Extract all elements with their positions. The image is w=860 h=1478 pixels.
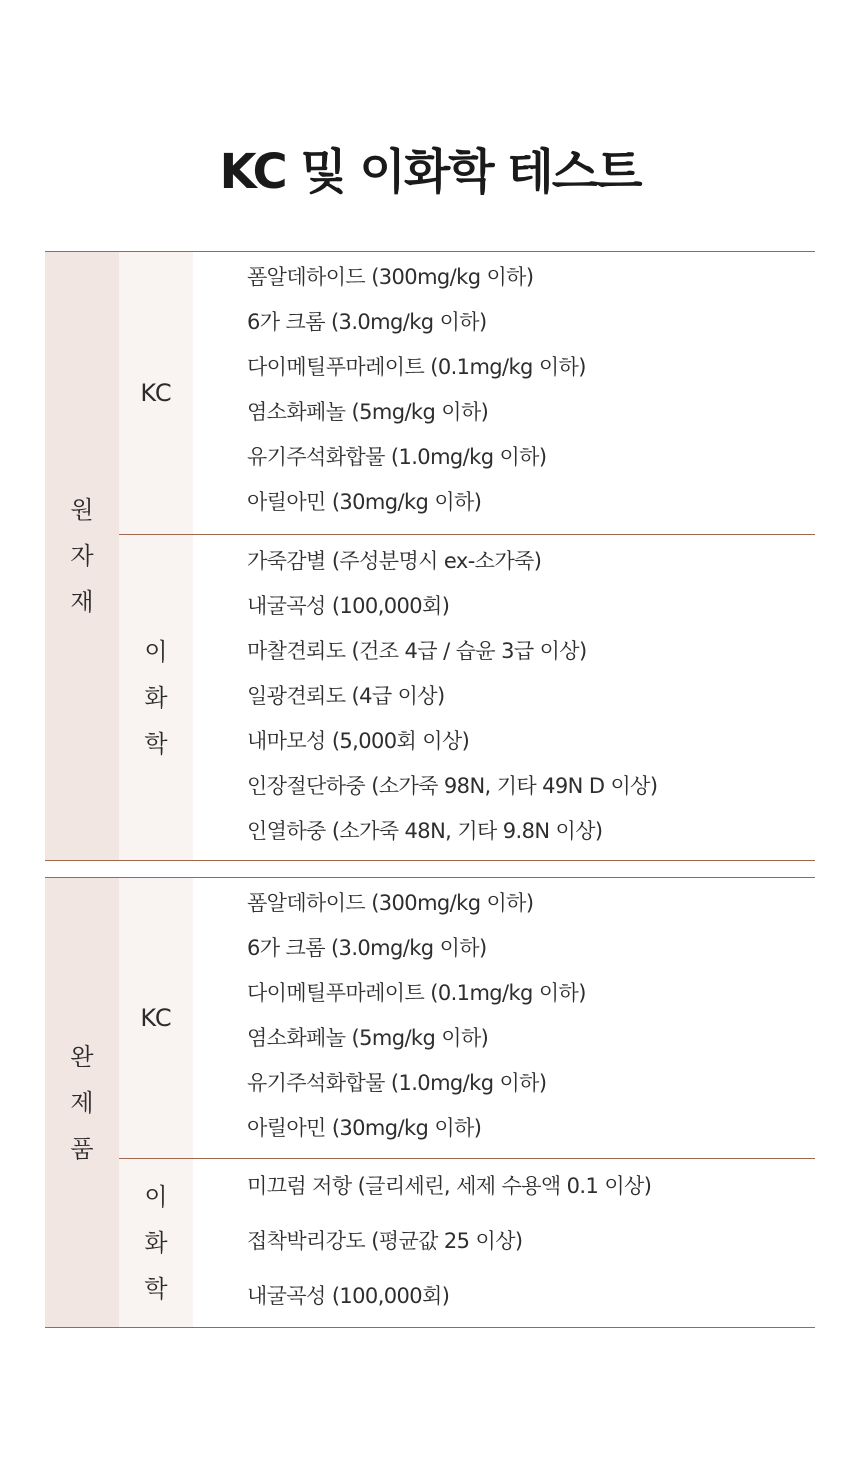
finished-product-block [45,877,815,1328]
test-item: 일광견뢰도 (4급 이상) [247,684,445,708]
test-item: 접착박리강도 (평균값 25 이상) [247,1229,523,1253]
subcategory-cell [119,535,193,860]
test-item: 아릴아민 (30mg/kg 이하) [247,1116,482,1140]
test-item: 인장절단하중 (소가죽 98N, 기타 49N D 이상) [247,774,658,798]
test-item: 폼알데하이드 (300mg/kg 이하) [247,891,534,915]
test-item: 6가 크롬 (3.0mg/kg 이하) [247,310,487,334]
physchem-section [119,1158,815,1327]
category-char: 제 [70,1088,94,1117]
category-label [70,1034,93,1172]
test-item: 다이메틸푸마레이트 (0.1mg/kg 이하) [247,981,586,1005]
test-item: 내굴곡성 (100,000회) [247,594,450,618]
test-item: 폼알데하이드 (300mg/kg 이하) [247,265,534,289]
test-item: 염소화페놀 (5mg/kg 이하) [247,1026,489,1050]
kc-section [119,252,815,534]
page-title: KC 및 이화학 테스트 [219,144,641,200]
subcategory-char: 이 [144,1183,168,1211]
test-list [193,1159,815,1327]
category-char: 품 [70,1134,94,1163]
subcategory-char: 이 [144,637,168,666]
category-label [70,487,93,625]
subcategory-char: 화 [144,683,168,712]
raw-material-block [45,251,815,861]
kc-section [119,878,815,1158]
subcategory-label [144,629,167,767]
test-item: 마찰견뢰도 (건조 4급 / 습윤 3급 이상) [247,639,587,663]
test-item: 유기주석화합물 (1.0mg/kg 이하) [247,1071,547,1095]
test-item: 유기주석화합물 (1.0mg/kg 이하) [247,445,547,469]
subcategory-label: KC [140,1004,172,1032]
subcategory-char: 학 [144,729,168,758]
category-cell [45,252,119,860]
subcategory-cell [119,252,193,534]
test-item: 인열하중 (소가죽 48N, 기타 9.8N 이상) [247,819,603,843]
test-item: 내굴곡성 (100,000회) [247,1284,450,1308]
test-list [193,535,815,860]
subcategory-cell [119,1159,193,1327]
test-list [193,252,815,534]
test-item: 가죽감별 (주성분명시 ex-소가죽) [247,549,542,573]
subcategory-char: 화 [144,1229,168,1257]
category-char: 재 [70,588,94,616]
physchem-section [119,534,815,860]
test-item: 다이메틸푸마레이트 (0.1mg/kg 이하) [247,355,586,379]
test-item: 6가 크롬 (3.0mg/kg 이하) [247,936,487,960]
test-list [193,878,815,1158]
test-item: 염소화페놀 (5mg/kg 이하) [247,400,489,424]
test-item: 내마모성 (5,000회 이상) [247,729,470,753]
subcategory-char: 학 [144,1275,168,1303]
category-char: 완 [70,1042,94,1071]
subcategory-label [144,1174,167,1312]
category-char: 원 [70,496,94,524]
category-char: 자 [70,542,94,570]
category-cell [45,878,119,1327]
subcategory-cell [119,878,193,1158]
subcategory-label: KC [140,379,172,407]
test-item: 미끄럼 저항 (글리세린, 세제 수용액 0.1 이상) [247,1174,652,1198]
test-item: 아릴아민 (30mg/kg 이하) [247,490,482,514]
